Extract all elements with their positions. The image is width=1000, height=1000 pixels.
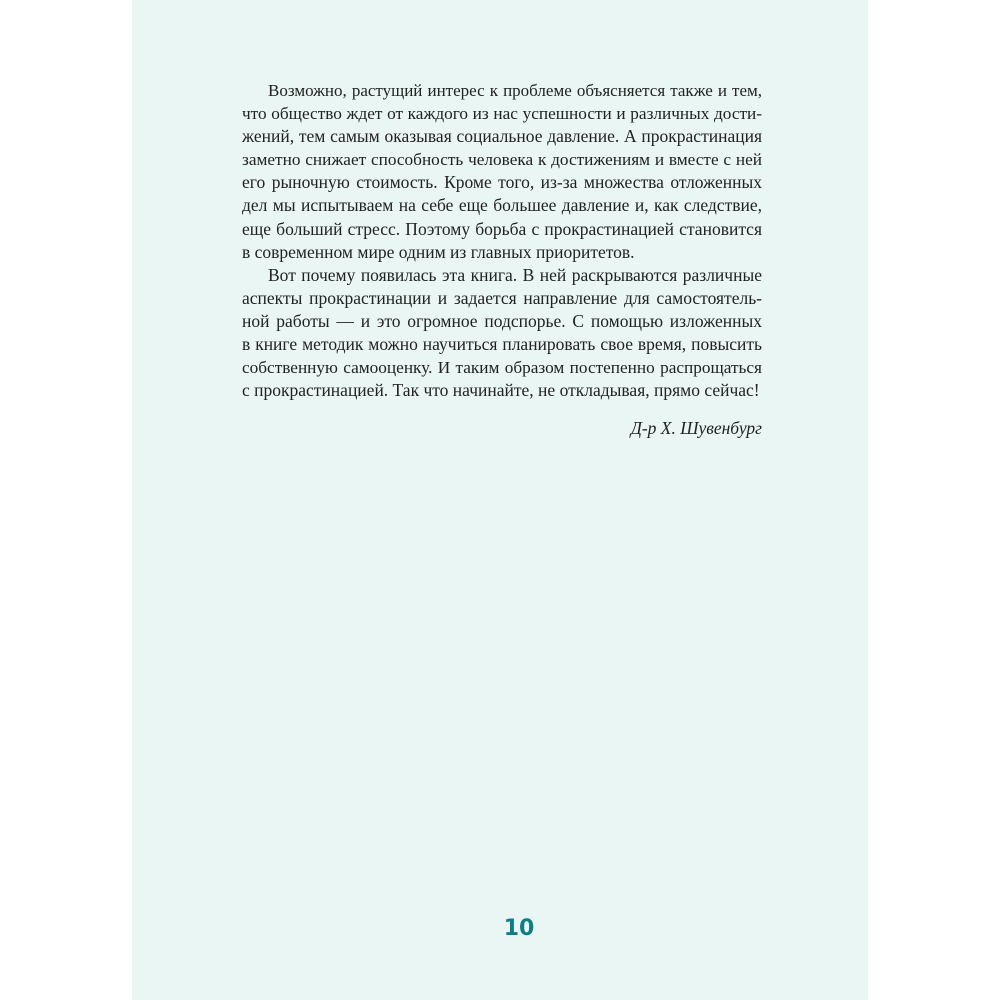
text-line: с прокрастинацией. Так что начинайте, не откладывая, прямо сейчас! xyxy=(242,380,760,401)
text-line: дел мы испытываем на себе еще большее давление и, как следствие, xyxy=(242,195,762,216)
text-line: аспекты прокрастинации и задается направление для самостоятель- xyxy=(242,287,762,308)
text-line: заметно снижает способность человека к достижениям и вместе с ней xyxy=(242,150,762,170)
text-line: Вот почему появилась эта книга. В ней раскрываются различные xyxy=(268,264,762,285)
paragraph-1 xyxy=(242,79,762,264)
text-line: что общество ждет от каждого из нас успешности и различных дости- xyxy=(242,104,762,124)
book-page xyxy=(132,0,868,1000)
author-signature: Д-р Х. Шувенбург xyxy=(630,418,762,439)
paragraph-2 xyxy=(242,264,762,403)
text-line: Возможно, растущий интерес к проблеме объясняется также и тем, xyxy=(268,81,762,100)
text-line: собственную самооценку. И таким образом постепенно распрощаться xyxy=(242,358,762,378)
text-block xyxy=(242,79,762,440)
text-line: его рыночную стоимость. Кроме того, из-за множества отложенных xyxy=(242,172,762,193)
text-line: ной работы — и это огромное подспорье. С помощью изложенных xyxy=(242,310,762,331)
page-number: 10 xyxy=(503,916,535,941)
text-line: в современном мире одним из главных приоритетов. xyxy=(242,241,635,262)
text-line: в книге методик можно научиться планировать свое время, повысить xyxy=(242,334,762,355)
text-line: жений, тем самым оказывая социальное давление. А прокрастинация xyxy=(242,126,762,147)
text-line: еще больший стресс. Поэтому борьба с прокрастинацией становится xyxy=(242,218,762,239)
